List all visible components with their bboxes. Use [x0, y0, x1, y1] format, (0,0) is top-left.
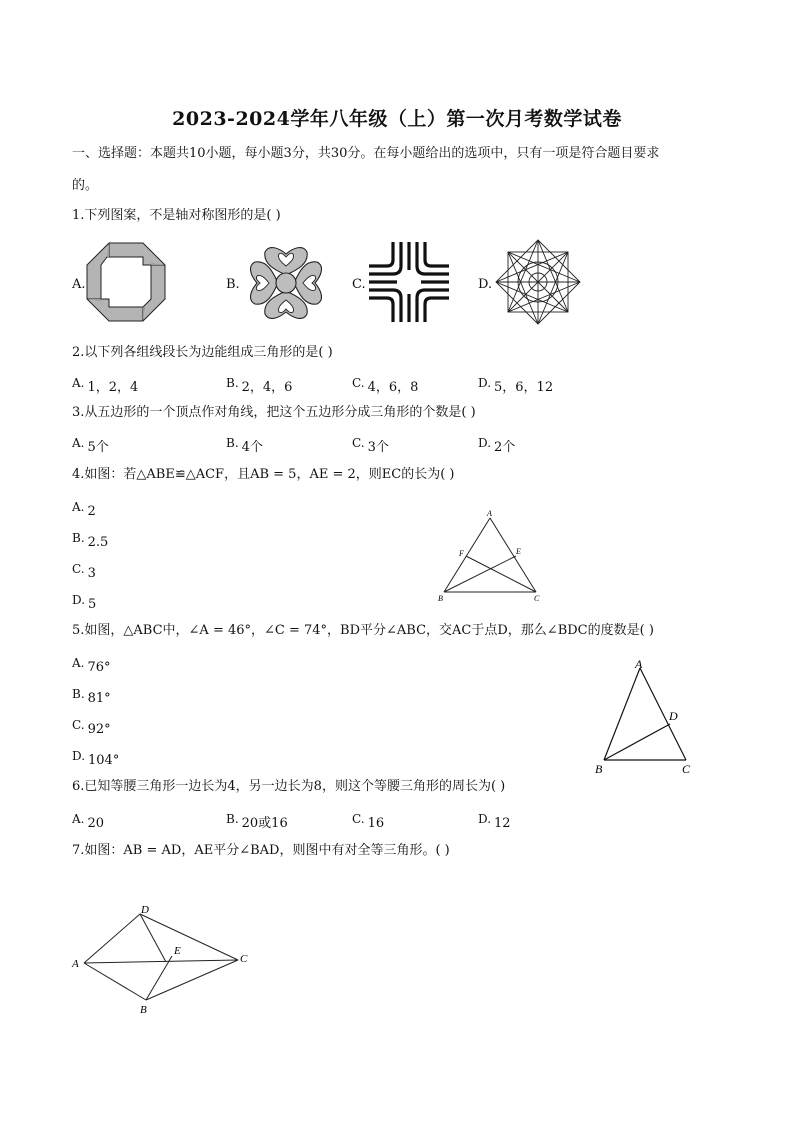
- option-label: C.: [352, 812, 365, 826]
- q3-option-b[interactable]: [226, 434, 263, 457]
- option-label: A.: [72, 656, 85, 670]
- option-value: 2: [87, 504, 96, 519]
- option-label: B.: [72, 687, 85, 701]
- q5-label-c: C: [682, 762, 691, 776]
- q5-triangle-figure: [590, 652, 700, 780]
- option-value: 81°: [87, 691, 111, 706]
- q4-option-d[interactable]: [72, 591, 96, 614]
- option-value: 92°: [87, 722, 111, 737]
- q6-option-b[interactable]: [226, 810, 288, 833]
- section-instruction-line1: 一、选择题：本题共10小题，每小题3分，共30分。在每小题给出的选项中，只有一项是符合题目要求: [72, 146, 660, 161]
- q4-label-a: A: [487, 509, 492, 518]
- q2-option-b[interactable]: [226, 374, 292, 397]
- q3-option-d[interactable]: [478, 434, 515, 457]
- option-label: B.: [226, 812, 239, 826]
- option-value: 2，4，6: [241, 380, 293, 395]
- q5-label-b: B: [595, 762, 603, 776]
- option-label: C.: [72, 562, 85, 576]
- option-label: B.: [72, 531, 85, 545]
- q1-option-b-label: B.: [226, 277, 240, 292]
- option-value: 104°: [88, 753, 120, 768]
- q6-option-d[interactable]: [478, 810, 511, 833]
- option-value: 4，6，8: [367, 380, 419, 395]
- option-value: 2.5: [87, 535, 109, 550]
- q5-label-d: D: [669, 709, 678, 723]
- q4-option-b[interactable]: [72, 529, 108, 552]
- option-label: C.: [352, 376, 365, 390]
- option-value: 16: [367, 816, 385, 831]
- q5-option-a[interactable]: [72, 654, 111, 677]
- option-label: B.: [226, 376, 239, 390]
- q5-option-c[interactable]: [72, 716, 111, 739]
- option-label: A.: [72, 376, 85, 390]
- option-label: D.: [72, 749, 86, 763]
- question-1-stem: 1.下列图案，不是轴对称图形的是( ): [72, 208, 281, 223]
- q3-option-c[interactable]: [352, 434, 389, 457]
- option-label: D.: [478, 812, 492, 826]
- q7-kite-figure: [66, 900, 262, 1020]
- option-value: 20或16: [241, 816, 288, 831]
- option-value: 2个: [494, 440, 516, 455]
- option-label: C.: [352, 436, 365, 450]
- option-value: 5个: [87, 440, 109, 455]
- q7-label-b: B: [140, 1004, 147, 1016]
- option-value: 5: [88, 597, 97, 612]
- q4-label-f: F: [459, 549, 464, 558]
- question-7-stem: 7.如图：AB = AD，AE平分∠BAD，则图中有对全等三角形。( ): [72, 843, 450, 858]
- question-2-stem: 2.以下列各组线段长为边能组成三角形的是( ): [72, 345, 333, 360]
- q1-option-c-label: C.: [352, 277, 366, 292]
- q5-option-b[interactable]: [72, 685, 111, 708]
- q7-label-d: D: [141, 904, 149, 916]
- q7-label-c: C: [240, 953, 248, 965]
- q4-label-c: C: [534, 594, 540, 603]
- q7-label-e: E: [174, 945, 181, 957]
- q6-option-c[interactable]: [352, 810, 384, 833]
- q2-option-d[interactable]: [478, 374, 553, 397]
- option-label: A.: [72, 500, 85, 514]
- option-value: 3: [87, 566, 96, 581]
- option-label: D.: [478, 436, 492, 450]
- pinwheel-octagon-icon: [85, 241, 167, 323]
- q1-option-a-label: A.: [72, 277, 86, 292]
- option-label: D.: [478, 376, 492, 390]
- option-value: 76°: [87, 660, 111, 675]
- section-instruction-line2: 的。: [72, 178, 99, 193]
- option-value: 20: [87, 816, 105, 831]
- option-label: C.: [72, 718, 85, 732]
- q2-option-a[interactable]: [72, 374, 138, 397]
- four-petal-flower-icon: [245, 242, 327, 324]
- crossroads-lines-icon: [367, 240, 451, 324]
- q5-option-d[interactable]: [72, 747, 119, 770]
- question-4-stem: 4.如图：若△ABE≌△ACF，且AB = 5，AE = 2，则EC的长为( ): [72, 467, 455, 482]
- question-5-stem: 5.如图，△ABC中，∠A = 46°，∠C = 74°，BD平分∠ABC，交AC于点D，那么∠BDC的度数是( ): [72, 623, 654, 638]
- option-value: 5，6，12: [494, 380, 554, 395]
- option-value: 4个: [241, 440, 263, 455]
- star-wheel-square-icon: [494, 238, 582, 326]
- q4-label-e: E: [516, 547, 521, 556]
- q1-option-d-label: D.: [478, 277, 493, 292]
- page-title: 2023-2024学年八年级（上）第一次月考数学试卷: [172, 108, 622, 130]
- option-label: B.: [226, 436, 239, 450]
- q4-triangle-figure: [434, 506, 550, 606]
- option-label: A.: [72, 812, 85, 826]
- q7-label-a: A: [72, 958, 79, 970]
- q4-option-c[interactable]: [72, 560, 96, 583]
- option-value: 1，2，4: [87, 380, 139, 395]
- option-label: D.: [72, 593, 86, 607]
- q6-option-a[interactable]: [72, 810, 104, 833]
- option-value: 12: [494, 816, 511, 831]
- q5-label-a: A: [635, 657, 643, 671]
- question-6-stem: 6.已知等腰三角形一边长为4，另一边长为8，则这个等腰三角形的周长为( ): [72, 779, 506, 794]
- q3-option-a[interactable]: [72, 434, 109, 457]
- question-3-stem: 3.从五边形的一个顶点作对角线，把这个五边形分成三角形的个数是( ): [72, 405, 476, 420]
- q4-label-b: B: [438, 594, 443, 603]
- option-value: 3个: [367, 440, 389, 455]
- q2-option-c[interactable]: [352, 374, 418, 397]
- option-label: A.: [72, 436, 85, 450]
- q4-option-a[interactable]: [72, 498, 96, 521]
